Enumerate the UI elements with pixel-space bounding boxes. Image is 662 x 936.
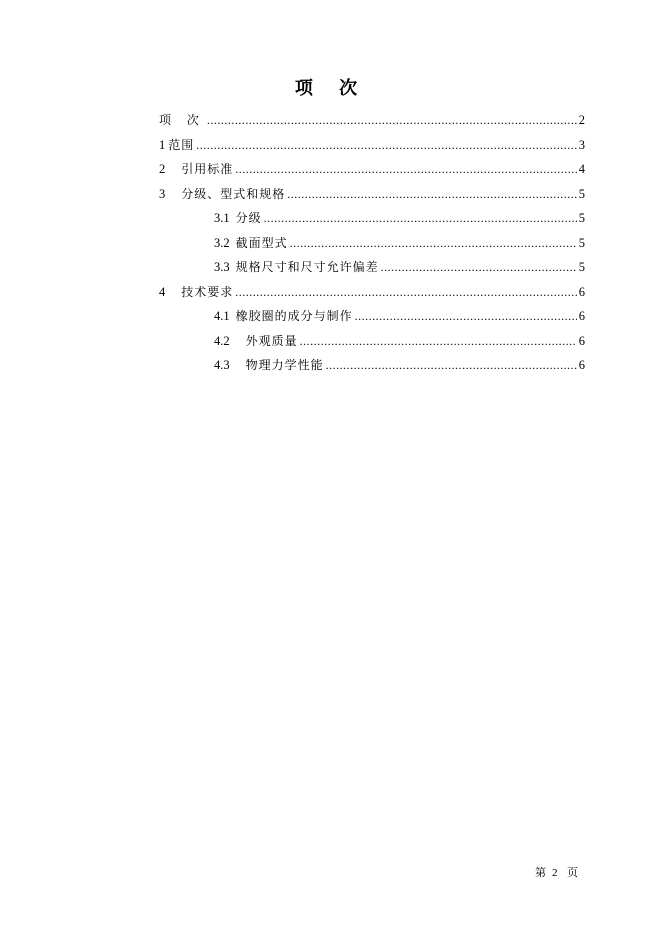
toc-section-number: 3.1 — [214, 211, 230, 225]
toc-entry-label: 截面型式 — [235, 235, 288, 250]
toc-entry-label: 分级、型式和规格 — [181, 186, 286, 201]
toc-page-number: 4 — [578, 162, 585, 176]
toc-leader-dots — [264, 209, 577, 227]
toc-section-number: 2 — [159, 162, 166, 176]
toc-section-number: 4.2 — [214, 333, 230, 348]
toc-entry-label: 外观质量 — [245, 333, 298, 348]
toc-page-number: 6 — [578, 284, 585, 299]
toc-page-number: 6 — [578, 358, 585, 372]
toc-entry-mechanical-properties[interactable] — [159, 356, 585, 381]
toc-leader-dots — [290, 234, 577, 252]
toc-entry-composition[interactable] — [159, 307, 585, 332]
toc-page-number: 6 — [578, 333, 585, 348]
toc-entry-technical-requirements[interactable] — [159, 283, 585, 308]
toc-section-number: 3.3 — [214, 260, 230, 274]
toc-entry-label: 物理力学性能 — [245, 358, 324, 372]
footer-page-number: 2 — [552, 867, 558, 879]
toc-leader-dots — [235, 283, 576, 301]
footer-prefix: 第 — [535, 866, 546, 879]
toc-leader-dots — [355, 307, 577, 325]
toc-entry-dimensions[interactable] — [159, 258, 585, 283]
toc-page-number: 5 — [578, 186, 585, 201]
toc-leader-dots — [326, 356, 577, 374]
toc-entry-references[interactable] — [159, 160, 585, 185]
toc-page-number: 2 — [578, 113, 585, 127]
toc-section-number: 3 — [159, 186, 166, 201]
toc-entry-label: 规格尺寸和尺寸允许偏差 — [235, 260, 379, 274]
toc-entry-section-type[interactable] — [159, 234, 585, 259]
toc-entry-label: 引用标准 — [181, 162, 234, 176]
toc-entry-label: 项 次 — [159, 113, 205, 127]
toc-leader-dots — [207, 111, 577, 129]
toc-leader-dots — [196, 136, 576, 154]
toc-leader-dots — [300, 332, 577, 350]
toc-section-number: 1 — [159, 137, 166, 152]
toc-entry-label: 技术要求 — [181, 284, 234, 299]
toc-entry-label: 分级 — [235, 211, 262, 225]
toc-entry-label: 橡胶圈的成分与制作 — [235, 309, 353, 323]
toc-entry-label: 范围 — [168, 137, 195, 152]
table-of-contents — [159, 111, 585, 381]
toc-entry-classification[interactable] — [159, 185, 585, 210]
page-title: 项 次 — [294, 78, 368, 99]
toc-entry-scope[interactable] — [159, 136, 585, 161]
footer-suffix: 页 — [567, 866, 578, 879]
toc-section-number: 4.3 — [214, 358, 230, 372]
toc-page-number: 5 — [578, 260, 585, 274]
toc-leader-dots — [381, 258, 577, 276]
toc-entry-grading[interactable] — [159, 209, 585, 234]
toc-page-number: 5 — [578, 235, 585, 250]
toc-leader-dots — [235, 160, 576, 178]
toc-section-number: 3.2 — [214, 235, 230, 250]
toc-section-number: 4 — [159, 284, 166, 299]
toc-page-number: 6 — [578, 309, 585, 323]
toc-entry-appearance[interactable] — [159, 332, 585, 357]
toc-section-number: 4.1 — [214, 309, 230, 323]
toc-entry-contents[interactable] — [159, 111, 585, 136]
page-footer — [535, 864, 584, 880]
toc-leader-dots — [287, 185, 576, 203]
toc-page-number: 3 — [578, 137, 585, 152]
toc-page-number: 5 — [578, 211, 585, 225]
